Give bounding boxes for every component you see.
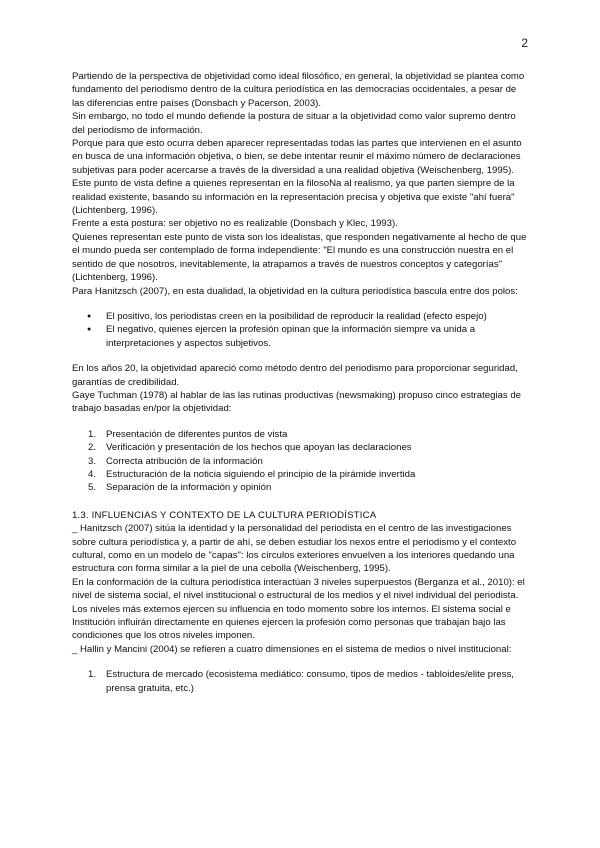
list-item: [88, 428, 528, 441]
section-heading: 1.3. INFLUENCIAS Y CONTEXTO DE LA CULTURA PERIODÍSTICA: [72, 509, 377, 521]
list-number: 1.: [88, 669, 97, 681]
paragraph: Los niveles más externos ejercen su influencia en todo momento sobre los internos. El sistema social e Institución influirán directamente en quienes ejercen la profesión como personas que trabajan bajo las condiciones que los otros niveles imponen.: [72, 603, 511, 642]
list-item: [88, 481, 528, 494]
paragraph: Porque para que esto ocurra deben aparecer representadas todas las partes que intervienen en el asunto en busca de una información objetiva, o bien, se debe intentar reunir el máximo número de declaraciones subjetivas para poder acercarse a través de la diversidad a una realidad objetiva (Weischenberg, 1995).: [72, 138, 522, 176]
paragraph: Este punto de vista define a quienes representan en la filosoNa al realismo, ya que parten siempre de la realidad existente, basando su información en la representación precisa y objetiva que existe "ahí fuera" (Lichtenberg, 1996).: [72, 178, 515, 217]
list-text: Verificación y presentación de los hechos que apoyan las declaraciones: [106, 442, 412, 454]
paragraph: _ Hallin y Mancini (2004) se refieren a cuatro dimensiones en el sistema de medios o nivel institucional:: [72, 643, 512, 655]
paragraph: Gaye Tuchman (1978) al hablar de las las rutinas productivas (newsmaking) propuso cinco estrategias de trabajo basadas en/por la objetividad:: [72, 389, 522, 415]
paragraph: Sin embargo, no todo el mundo defiende la postura de situar a la objetividad como valor supremo dentro del periodismo de información.: [72, 111, 516, 136]
bullet-list: [72, 310, 528, 350]
page-content: [72, 70, 528, 695]
bullet-item: ● El positivo, los periodistas creen en la posibilidad de reproducir la realidad (efecto espejo): [106, 310, 528, 323]
paragraph: En la conformación de la cultura periodística interactúan 3 niveles superpuestos (Berganza et al., 2010): el nivel de sistema social, el nivel institucional o estructural de los medios y el nivel individual del periodista.: [72, 576, 525, 602]
strategies-list: [72, 428, 528, 495]
list-number: 4.: [88, 468, 97, 480]
list-number: 2.: [88, 442, 97, 454]
list-text: Separación de la información y opinión: [106, 482, 272, 494]
list-item: [88, 668, 528, 695]
paragraph: Partiendo de la perspectiva de objetividad como ideal filosófico, en general, la objetividad se plantea como fundamento del periodismo dentro de la cultura periodística en las democracias occidentales, a pesar de las diferencias entre países (Donsbach y Pacerson, 2003).: [72, 71, 525, 109]
list-number: 1.: [88, 428, 97, 440]
paragraph: Quienes representan este punto de vista son los idealistas, que responden negativamente al hecho de que el mundo pueda ser contemplado de forma independiente: "El mundo es una construcción nuestra en el sentido de que nosotros, inevitablemente, la atrapamos a través de nuestros conceptos y categorías" (Lichtenberg, 1996).: [72, 231, 527, 284]
list-text: Estructuración de la noticia siguiendo el principio de la pirámide invertida: [106, 468, 416, 480]
dimensions-list: [72, 668, 528, 695]
list-number: 5.: [88, 482, 97, 494]
list-number: 3.: [88, 455, 97, 467]
paragraph: Para Hanitzsch (2007), en esta dualidad, la objetividad en la cultura periodística bascula entre dos polos:: [72, 285, 518, 297]
paragraph: _ Hanitzsch (2007) sitúa la identidad y la personalidad del periodista en el centro de las investigaciones sobre cultura periodística y, a partir de ahí, se deben estudiar los nexos entre el periodismo y el contexto cultural, como en un modelo de "capas": los círculos exteriores envuelven a los interiores quedando una estructura con forma similar a la piel de una cebolla (Weischenberg, 1995).: [72, 523, 517, 575]
list-text: Correcta atribución de la información: [106, 455, 263, 467]
paragraph: En los años 20, la objetividad apareció como método dentro del periodismo para proporcionar seguridad, garantías de credibilidad.: [72, 363, 518, 388]
list-text: Presentación de diferentes puntos de vista: [106, 428, 288, 440]
paragraph: Frente a esta postura: ser objetivo no es realizable (Donsbach y Klec, 1993).: [72, 218, 398, 230]
list-item: [88, 468, 528, 481]
list-text: Estructura de mercado (ecosistema mediático: consumo, tipos de medios - tabloides/elite press, prensa gratuita, etc.): [106, 669, 514, 694]
list-item: [88, 441, 528, 454]
list-item: [88, 455, 528, 468]
page-number: 2: [521, 36, 528, 50]
bullet-item: ● El negativo, quienes ejercen la profesión opinan que la información siempre va unida a interpretaciones y aspectos subjetivos.: [106, 323, 528, 350]
